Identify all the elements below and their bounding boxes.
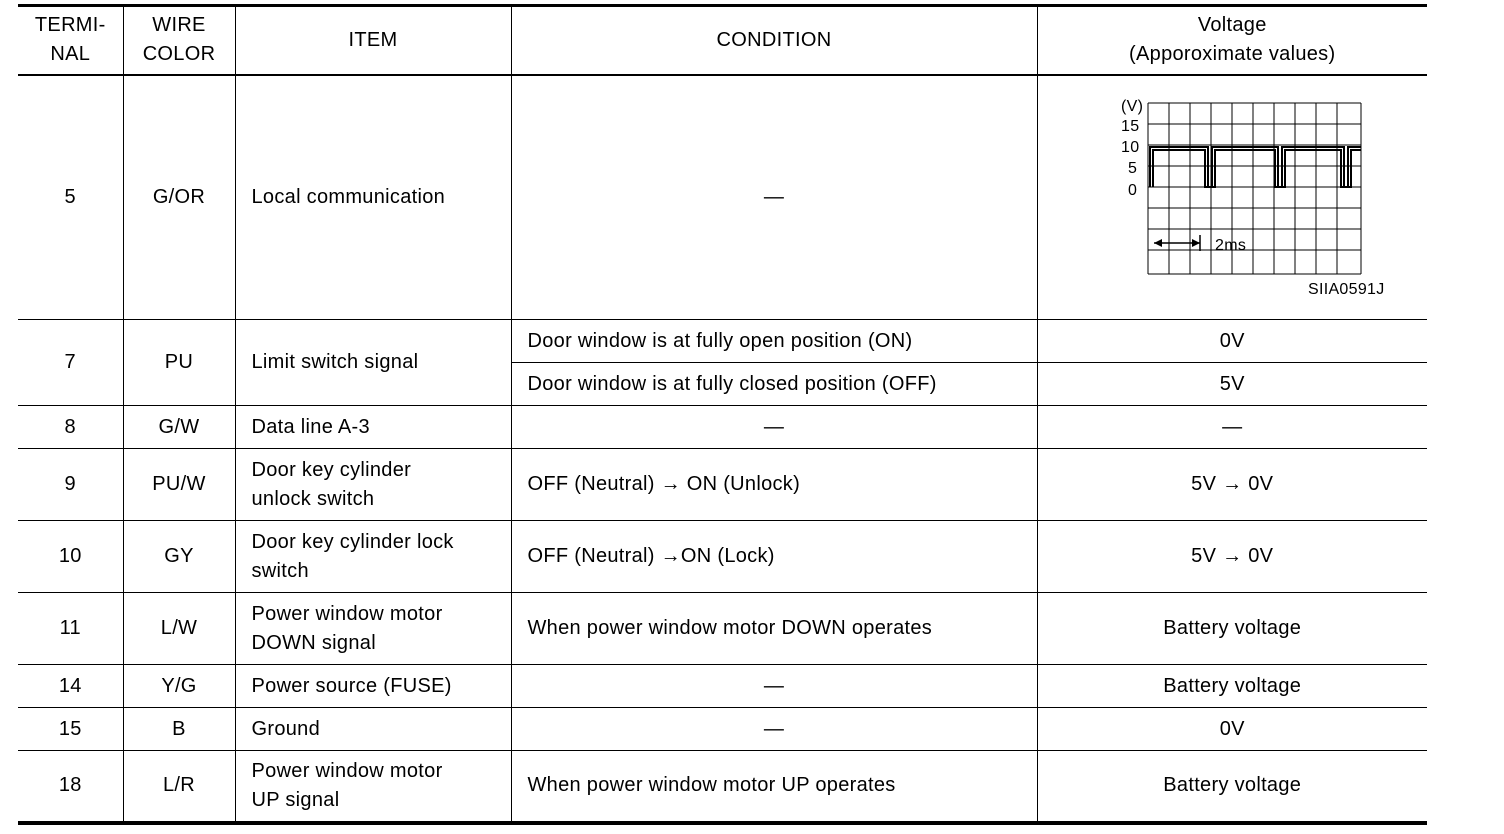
wire-color-cell: GY bbox=[123, 521, 235, 593]
table-row bbox=[18, 75, 1427, 320]
item-cell: Data line A-3 bbox=[235, 406, 511, 449]
terminal-cell: 14 bbox=[18, 665, 123, 708]
terminal-cell: 7 bbox=[18, 320, 123, 406]
item-line: UP signal bbox=[251, 788, 340, 811]
condition-cell: — bbox=[511, 406, 1037, 449]
voltage-cell: 5V → 0V bbox=[1037, 521, 1427, 593]
terminal-cell: 11 bbox=[18, 593, 123, 665]
item-cell bbox=[235, 751, 511, 823]
item-line: Power window motor bbox=[251, 602, 443, 625]
table-row bbox=[18, 320, 1427, 363]
wire-color-cell: G/OR bbox=[123, 75, 235, 320]
voltage-cell: Battery voltage bbox=[1037, 593, 1427, 665]
header-terminal-line2: NAL bbox=[50, 43, 91, 66]
header-terminal-line1: TERMI- bbox=[34, 14, 106, 37]
voltage-cell: 5V → 0V bbox=[1037, 449, 1427, 521]
condition-cell: When power window motor DOWN operates bbox=[511, 593, 1037, 665]
condition-cell: — bbox=[511, 708, 1037, 751]
wave-y-tick-10: 10 bbox=[1120, 139, 1139, 157]
voltage-cell: Battery voltage bbox=[1037, 751, 1427, 823]
condition-cell: Door window is at fully open position (ON) bbox=[511, 320, 1037, 363]
header-item: ITEM bbox=[235, 6, 511, 75]
item-line: Door key cylinder bbox=[251, 458, 412, 481]
condition-cell: Door window is at fully closed position (OFF) bbox=[511, 363, 1037, 406]
item-cell: Limit switch signal bbox=[235, 320, 511, 406]
condition-cell: When power window motor UP operates bbox=[511, 751, 1037, 823]
header-voltage-line2: (Apporoximate values) bbox=[1129, 43, 1336, 66]
header-terminal bbox=[18, 6, 123, 75]
condition-cell: — bbox=[511, 75, 1037, 320]
table-row bbox=[18, 521, 1427, 593]
item-cell: Ground bbox=[235, 708, 511, 751]
item-cell bbox=[235, 593, 511, 665]
terminal-cell: 15 bbox=[18, 708, 123, 751]
terminal-cell: 8 bbox=[18, 406, 123, 449]
wave-time-label: 2ms bbox=[1214, 237, 1246, 255]
terminal-cell: 10 bbox=[18, 521, 123, 593]
voltage-cell: 5V bbox=[1037, 363, 1427, 406]
wave-y-tick-5: 5 bbox=[1127, 160, 1137, 178]
header-row bbox=[18, 6, 1427, 75]
wire-color-cell: G/W bbox=[123, 406, 235, 449]
wave-y-unit: (V) bbox=[1120, 98, 1143, 116]
voltage-cell: — bbox=[1037, 406, 1427, 449]
header-wire-color bbox=[123, 6, 235, 75]
table-row bbox=[18, 593, 1427, 665]
voltage-waveform-cell bbox=[1037, 75, 1427, 320]
wire-color-cell: PU/W bbox=[123, 449, 235, 521]
waveform-graph bbox=[1118, 97, 1418, 297]
table-row bbox=[18, 406, 1427, 449]
condition-cell: — bbox=[511, 665, 1037, 708]
wire-color-cell: PU bbox=[123, 320, 235, 406]
item-line: unlock switch bbox=[251, 487, 375, 510]
wire-color-cell: B bbox=[123, 708, 235, 751]
terminal-cell: 5 bbox=[18, 75, 123, 320]
item-cell: Local communication bbox=[235, 75, 511, 320]
item-line: DOWN signal bbox=[251, 631, 376, 654]
item-cell bbox=[235, 521, 511, 593]
wire-color-cell: L/W bbox=[123, 593, 235, 665]
header-wire-line2: COLOR bbox=[142, 43, 216, 66]
voltage-cell: 0V bbox=[1037, 320, 1427, 363]
condition-cell: OFF (Neutral) →ON (Lock) bbox=[511, 521, 1037, 593]
terminal-cell: 9 bbox=[18, 449, 123, 521]
voltage-cell: Battery voltage bbox=[1037, 665, 1427, 708]
header-condition: CONDITION bbox=[511, 6, 1037, 75]
table-row bbox=[18, 665, 1427, 708]
table-row bbox=[18, 751, 1427, 823]
wire-color-cell: L/R bbox=[123, 751, 235, 823]
header-wire-line1: WIRE bbox=[152, 14, 206, 37]
item-line: Door key cylinder lock bbox=[251, 530, 454, 553]
figure-id: SIIA0591J bbox=[1307, 281, 1385, 298]
header-voltage bbox=[1037, 6, 1427, 75]
terminal-spec-table bbox=[18, 4, 1427, 825]
item-line: Power window motor bbox=[251, 759, 443, 782]
table-row bbox=[18, 449, 1427, 521]
item-cell: Power source (FUSE) bbox=[235, 665, 511, 708]
header-voltage-line1: Voltage bbox=[1197, 14, 1267, 37]
wire-color-cell: Y/G bbox=[123, 665, 235, 708]
terminal-cell: 18 bbox=[18, 751, 123, 823]
voltage-cell: 0V bbox=[1037, 708, 1427, 751]
table-row bbox=[18, 708, 1427, 751]
wave-y-tick-15: 15 bbox=[1120, 118, 1139, 136]
item-line: switch bbox=[251, 559, 309, 582]
wave-y-tick-0: 0 bbox=[1127, 182, 1137, 200]
condition-cell: OFF (Neutral) → ON (Unlock) bbox=[511, 449, 1037, 521]
item-cell bbox=[235, 449, 511, 521]
